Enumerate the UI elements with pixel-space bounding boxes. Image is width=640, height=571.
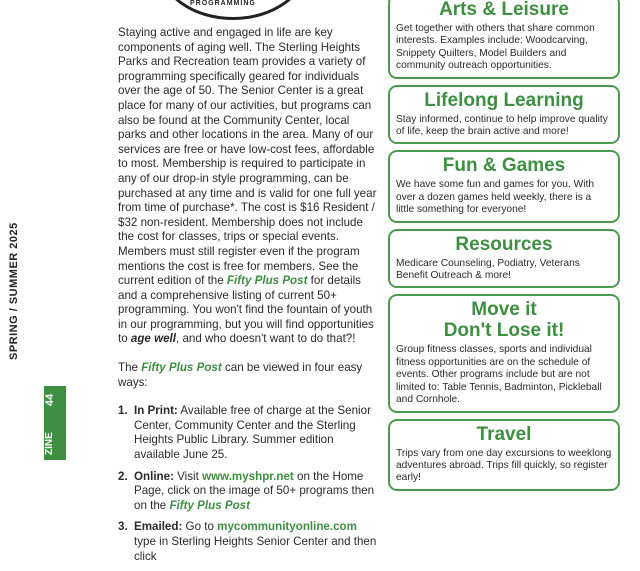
magazine-tab-word: ZINE [44, 432, 55, 456]
age-well-emphasis: age well [130, 332, 176, 346]
intro-text-1: Staying active and engaged in life are key components of aging well. The Sterling Heights Parks and Recreation team provides a variety of programming specifically geared for individuals over the age of 50. The Senior Center is a great place for many of our activities, but programs can also be found at the Community Center, local parks and other locations in the area. Many of our services are free or have low-cost fees, affordable to most. Membership is required to participate in any of our drop-in style programming, can be purchased at any time and is valid for one full year from time of purchase*. The cost is $16 Resident / $32 non-resident. Membership does not include the cost for classes, trips or special events. Members must still register even if the program mentions the cost is free for members. See the current edition of the [118, 26, 377, 288]
list-text: Available free of charge at the Senior Center, Community Center and the Sterling Heights Public Library. Summer edition available June 25. [134, 404, 371, 462]
intro-paragraph [118, 26, 380, 347]
intro-text-3: , and who doesn't want to do that?! [176, 332, 356, 346]
category-title-line-1: Move it [471, 299, 537, 321]
list-number: 2. [118, 469, 128, 483]
category-description: Get together with others that share common interests. Examples include: Woodcarving, Snippety Quilters, Model Builders and community outreach opportunities. [396, 23, 595, 72]
page-number: 44 [44, 393, 56, 407]
list-label: Emailed: [134, 520, 183, 534]
list-label: In Print: [134, 404, 178, 418]
publication-name: Fifty Plus Post [141, 361, 222, 375]
list-item-in-print [118, 404, 380, 462]
list-text: Visit [173, 469, 203, 483]
category-box-fun-games [388, 150, 620, 222]
season-label: SPRING / SUMMER 2025 [8, 222, 20, 360]
category-box-travel [388, 419, 620, 491]
list-label: Online: [134, 469, 174, 483]
website-link[interactable]: www.myshpr.net [202, 469, 294, 483]
website-link[interactable]: mycommunityonline.com [217, 520, 357, 534]
program-categories [388, 0, 620, 497]
list-item-emailed [118, 520, 380, 564]
category-box-lifelong-learning [388, 85, 620, 145]
publication-name: Fifty Plus Post [169, 498, 250, 512]
category-description: We have some fun and games for you. With over a dozen games held weekly, there is a little something for everyone! [396, 179, 594, 216]
list-number: 1. [118, 404, 128, 418]
intro-text-2: for details and a comprehensive listing of current 50+ programming. You won't find the fountain of youth in our programming, but you will find opportunities to [118, 274, 374, 346]
category-title: Fun & Games [442, 155, 566, 177]
list-text: Go to [182, 520, 218, 534]
list-text: type in Sterling Heights Senior Center and then click [134, 535, 377, 563]
category-title: Resources [455, 233, 553, 255]
category-title: Arts & Leisure [439, 0, 569, 20]
viewing-prefix: The [118, 361, 142, 375]
category-box-arts-leisure [388, 0, 620, 79]
category-box-move-it [388, 294, 620, 412]
main-article [118, 26, 380, 571]
publication-name: Fifty Plus Post [226, 274, 308, 288]
category-description: Group fitness classes, sports and individual fitness opportunities are on the schedule of events. Other programs include but are not limited to: Table Tennis, Badminton, Pickleball and Cornhole. [396, 344, 602, 406]
category-description: Stay informed, continue to help improve quality of life, keep the brain active and more! [396, 113, 608, 138]
category-title: Travel [476, 423, 532, 445]
category-title-line-2: Don't Lose it! [443, 320, 565, 342]
logo-arc-text: PROGRAMMING [190, 0, 256, 7]
viewing-suffix: can be viewed in four easy ways: [118, 361, 363, 389]
category-box-resources [388, 229, 620, 289]
category-description: Medicare Counseling, Podiatry, Veterans Benefit Outreach & more! [396, 257, 580, 282]
viewing-intro [118, 361, 380, 390]
list-item-online [118, 470, 380, 514]
list-text: on the Home Page, click on the image of 50+ programs then on the [134, 469, 375, 512]
list-number: 3. [118, 520, 128, 534]
category-title: Lifelong Learning [424, 89, 584, 111]
category-description: Trips vary from one day excursions to weeklong adventures abroad. Trips fill quickly, so register early! [396, 447, 612, 484]
